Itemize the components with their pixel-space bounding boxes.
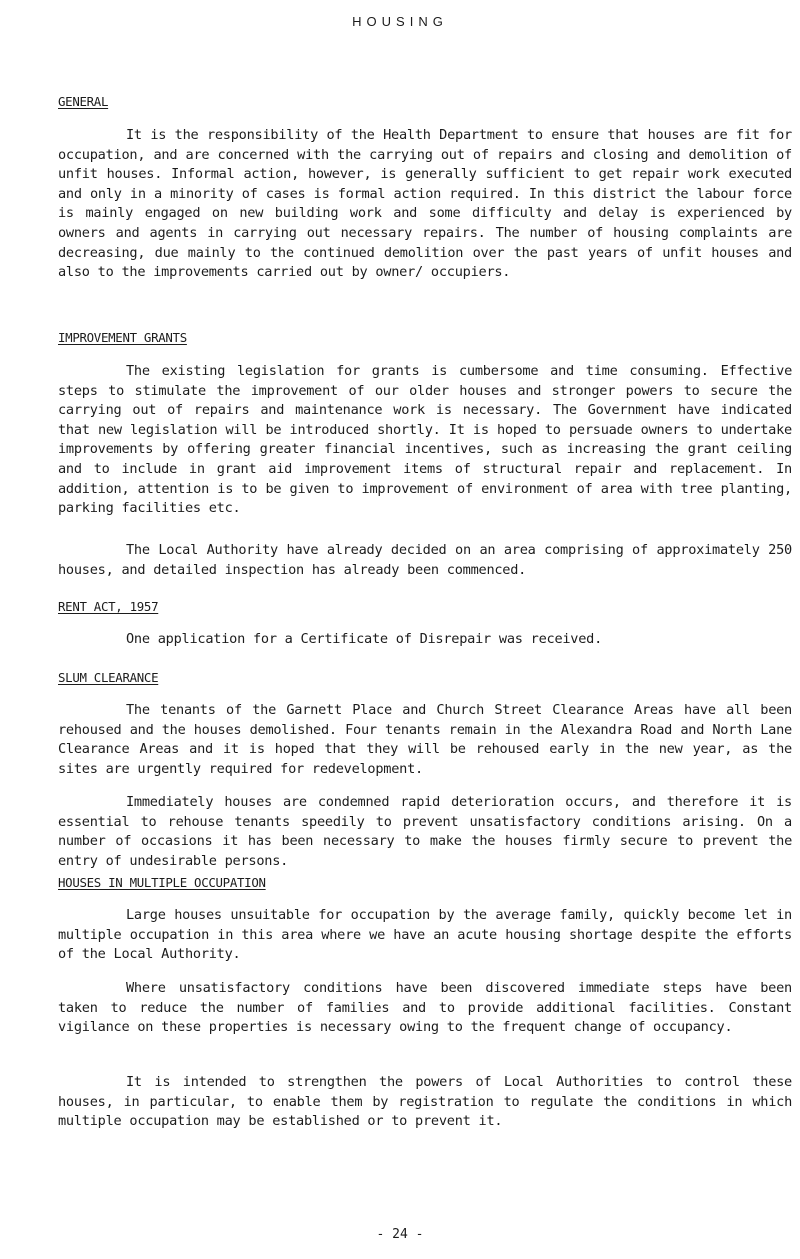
- page-number: - 24 -: [376, 1227, 424, 1242]
- heading-general: GENERAL: [58, 94, 109, 109]
- heading-rent-act: RENT ACT, 1957: [58, 599, 159, 614]
- heading-improvement-grants: IMPROVEMENT GRANTS: [58, 330, 187, 345]
- paragraph-general-1: It is the responsibility of the Health Department to ensure that houses are fit for occupation, and are concerned with the carrying out of repairs and closing and demolition of unfit houses. Informal action, however, is generally sufficient to get repair work executed and only in a minority of cases is formal action required. In this district the labour force is mainly engaged on new building work and some difficulty and delay is experienced by owners and agents in carrying out necessary repairs. The number of housing complaints are decreasing, due mainly to the continued demolition over the past years of unfit houses and also to the improvements carried out by owner/ occupiers.: [58, 127, 792, 281]
- paragraph-multiple-occupation-2: Where unsatisfactory conditions have been discovered immediate steps have been taken to reduce the number of families and to provide additional facilities. Constant vigilance on these properties is necessary owing to the frequent change of occupancy.: [58, 980, 792, 1036]
- paragraph-slum-clearance-2: Immediately houses are condemned rapid deterioration occurs, and therefore it is essential to rehouse tenants speedily to prevent unsatisfactory conditions arising. On a number of occasions it has been necessary to make the houses firmly secure to prevent the entry of undesirable persons.: [58, 794, 792, 869]
- heading-slum-clearance: SLUM CLEARANCE: [58, 670, 159, 685]
- paragraph-improvement-grants-1: The existing legislation for grants is cumbersome and time consuming. Effective steps to stimulate the improvement of our older houses and stronger powers to secure the carrying out of repairs and maintenance work is necessary. The Government have indicated that new legislation will be introduced shortly. It is hoped to persuade owners to undertake improvements by offering greater financial incentives, such as increasing the grant ceiling and to include in grant aid improvement items of structural repair and replacement. In addition, attention is to be given to improvement of environment of area with tree planting, parking facilities etc.: [58, 363, 792, 517]
- paragraph-improvement-grants-2: The Local Authority have already decided on an area comprising of approximately 250 houses, and detailed inspection has already been commenced.: [58, 542, 792, 578]
- paragraph-rent-act-1: One application for a Certificate of Disrepair was received.: [126, 631, 603, 647]
- paragraph-slum-clearance-1: The tenants of the Garnett Place and Church Street Clearance Areas have all been rehoused and the houses demolished. Four tenants remain in the Alexandra Road and North Lane Clearance Areas and it is hoped that they will be rehoused early in the new year, as the sites are urgently required for redevelopment.: [58, 702, 792, 777]
- paragraph-multiple-occupation-3: It is intended to strengthen the powers of Local Authorities to control these houses, in particular, to enable them by registration to regulate the conditions in which multiple occupation may be established or to prevent it.: [58, 1074, 792, 1130]
- page-title: HOUSING: [352, 14, 448, 29]
- heading-houses-multiple-occupation: HOUSES IN MULTIPLE OCCUPATION: [58, 875, 266, 890]
- paragraph-multiple-occupation-1: Large houses unsuitable for occupation by the average family, quickly become let in multiple occupation in this area where we have an acute housing shortage despite the efforts of the Local Authority.: [58, 907, 792, 963]
